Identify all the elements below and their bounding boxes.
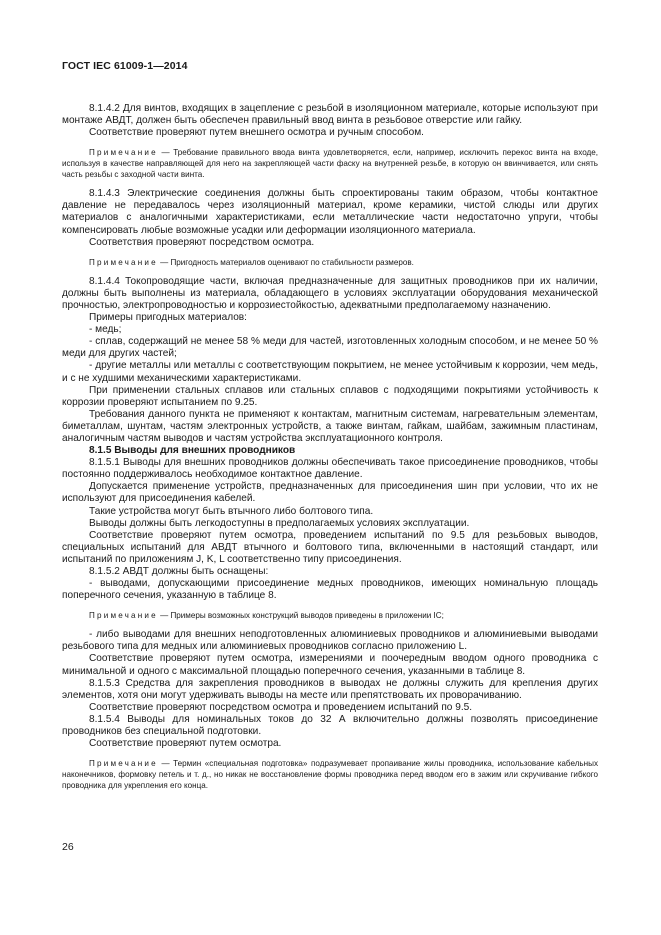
note-text: Термин «специальная подготовка» подразумевает пропаивание жилы проводника, использование кабельных наконечников, формовку петель и т. д., но никак не восстановление формы проводника перед вводом его в зажим или скручивание гибкого проводника для укрепления его конца. bbox=[62, 759, 598, 791]
paragraph: Такие устройства могут быть втычного либо болтового типа. bbox=[89, 505, 374, 517]
paragraph: 8.1.5.1 Выводы для внешних проводников должны обеспечивать такое присоединение проводников, чтобы постоянно поддерживалось необходимое контактное давление. bbox=[62, 457, 598, 481]
note-label: Примечание bbox=[89, 611, 158, 621]
paragraph: Соответствие проверяют путем осмотра, измерениями и поочередным вводом одного проводника с минимальной и одного с максимальной площадью поперечного сечения, указанными в таблице 8. bbox=[62, 653, 598, 677]
paragraph: 8.1.5.2 АВДТ должны быть оснащены: bbox=[89, 566, 269, 577]
list-item: - другие металлы или металлы с соответствующим покрытием, не менее устойчивым к коррозии, чем медь, и с не худшими механическими характеристиками. bbox=[62, 360, 598, 384]
list-item: - медь; bbox=[89, 324, 122, 336]
note-text: Требование правильного ввода винта удовлетворяется, если, например, исключить перекос винта на входе, используя в качестве направляющей для него на закрепляющей части фаску на внутренней резьбе, в которую он ввинчивается, или снять часть резьбы с заходной части винта. bbox=[62, 148, 598, 180]
paragraph: Требования данного пункта не применяют к контактам, магнитным системам, нагревательным элементам, биметаллам, шунтам, частям электронных устройств, а также винтам, гайкам, шайбам, зажимным пластинам, аналогичным частям выводов и частям устройства эксплуатационного контроля. bbox=[62, 408, 598, 444]
note-label: Примечание bbox=[89, 257, 158, 267]
note bbox=[62, 758, 598, 791]
list-item: - сплав, содержащий не менее 58 % меди для частей, изготовленных холодным способом, и не менее 50 % меди для других частей; bbox=[62, 336, 598, 360]
note bbox=[62, 257, 598, 268]
note-dash: — bbox=[157, 257, 171, 267]
list-item: - выводами, допускающими присоединение медных проводников, имеющих номинальную площадь поперечного сечения, указанную в таблице 8. bbox=[62, 578, 598, 602]
page-number: 26 bbox=[62, 841, 74, 853]
note-text: Пригодность материалов оценивают по стабильности размеров. bbox=[170, 257, 414, 267]
paragraph: Допускается применение устройств, предназначенных для присоединения шин при условии, что их не используют для присоединения кабелей. bbox=[62, 481, 598, 505]
note-label: Примечание bbox=[89, 759, 158, 769]
paragraph: Соответствие проверяют посредством осмотра и проведением испытаний по 9.5. bbox=[89, 701, 473, 713]
note-text: Примеры возможных конструкций выводов приведены в приложении IC; bbox=[170, 611, 444, 621]
paragraph: Соответствие проверяют путем осмотра, проведением испытаний по 9.5 для резьбовых выводов, специальных испытаний для АВДТ втычного и болтового типа, включенными в настоящий стандарт, или испытаний по приложениям J, K, L соответственно типу присоединения. bbox=[62, 529, 598, 565]
list-item: - либо выводами для внешних неподготовленных алюминиевых проводников и алюминиевыми выводами резьбового типа для медных или алюминиевых проводников согласно приложению L. bbox=[62, 629, 598, 653]
paragraph: 8.1.5.4 Выводы для номинальных токов до 32 А включительно должны позволять присоединение проводников без специальной подготовки. bbox=[62, 713, 598, 738]
note-dash: — bbox=[157, 611, 171, 621]
paragraph: Соответствие проверяют путем внешнего осмотра и ручным способом. bbox=[89, 127, 424, 139]
section-heading: 8.1.5 Выводы для внешних проводников bbox=[89, 445, 296, 457]
note-label: Примечание bbox=[89, 148, 158, 158]
paragraph: Соответствие проверяют путем осмотра. bbox=[89, 738, 282, 750]
note-dash: — bbox=[157, 759, 174, 769]
note-dash: — bbox=[157, 148, 174, 158]
paragraph: 8.1.4.4 Токопроводящие части, включая предназначенные для защитных проводников при их наличии, должны быть выполнены из материала, обладающего в условиях эксплуатации оборудования механической прочностью, электропроводностью и коррозиестойкостью, адекватными предполагаемому назначению. bbox=[62, 275, 598, 311]
paragraph: 8.1.4.3 Электрические соединения должны быть спроектированы таким образом, чтобы контактное давление не передавалось через изоляционный материал, кроме керамики, чистой слюды или других материалов с аналогичными характеристиками, если металлические части недостаточно упруги, чтобы компенсировать любые возможные усадки или деформации изоляционного материала. bbox=[62, 188, 598, 236]
paragraph: 8.1.4.2 Для винтов, входящих в зацепление с резьбой в изоляционном материале, которые используют при монтаже АВДТ, должен быть обеспечен правильный ввод винта в резьбовое отверстие или гайку. bbox=[62, 103, 598, 127]
paragraph: Выводы должны быть легкодоступны в предполагаемых условиях эксплуатации. bbox=[89, 517, 470, 529]
document-body bbox=[62, 103, 598, 799]
paragraph: 8.1.5.3 Средства для закрепления проводников в выводах не должны служить для крепления других элементов, хотя они могут удерживать выводы на месте или препятствовать их проворачиванию. bbox=[62, 677, 598, 701]
paragraph: Соответствия проверяют посредством осмотра. bbox=[89, 236, 315, 248]
note bbox=[62, 610, 598, 621]
paragraph: При применении стальных сплавов или стальных сплавов с подходящими покрытиями устойчивость к коррозии проверяют испытанием по 9.25. bbox=[62, 384, 598, 408]
page-header: ГОСТ IEC 61009-1—2014 bbox=[62, 60, 188, 72]
paragraph: Примеры пригодных материалов: bbox=[89, 312, 247, 324]
note bbox=[62, 147, 598, 180]
